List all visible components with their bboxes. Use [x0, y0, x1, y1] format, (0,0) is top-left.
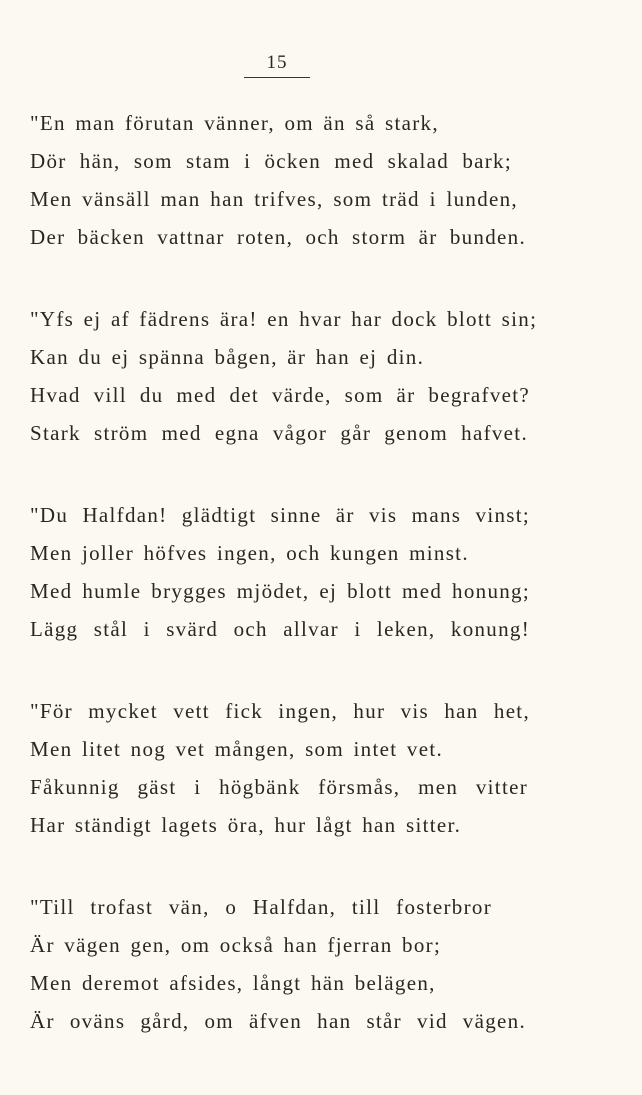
poem-line: Men deremot afsides, långt hän belägen, [30, 971, 436, 995]
poem-line: Lägg stål i svärd och allvar i leken, konung! [30, 617, 530, 641]
stanza-4 [30, 692, 630, 844]
poem-line: Stark ström med egna vågor går genom hafvet. [30, 421, 528, 445]
stanza-3 [30, 496, 630, 648]
poem-line: "Yfs ej af fädrens ära! en hvar har dock blott sin; [30, 307, 538, 331]
poem-line: Der bäcken vattnar roten, och storm är bunden. [30, 225, 526, 249]
poem-line: Fåkunnig gäst i högbänk försmås, men vitter [30, 775, 528, 799]
poem-line: Är vägen gen, om också han fjerran bor; [30, 933, 442, 957]
page-number: 15 [244, 52, 310, 78]
stanza-5 [30, 888, 630, 1040]
stanza-1 [30, 104, 630, 256]
poem-line: Hvad vill du med det värde, som är begrafvet? [30, 383, 530, 407]
poem-line: Har ständigt lagets öra, hur lågt han sitter. [30, 813, 462, 837]
poem-line: Men joller höfves ingen, och kungen minst. [30, 541, 469, 565]
poem-line: Kan du ej spänna bågen, är han ej din. [30, 345, 425, 369]
poem-line: Med humle brygges mjödet, ej blott med honung; [30, 579, 530, 603]
poem-line: Är oväns gård, om äfven han står vid vägen. [30, 1009, 526, 1033]
poem-line: "Till trofast vän, o Halfdan, till fosterbror [30, 895, 492, 919]
poem-line: Men litet nog vet mången, som intet vet. [30, 737, 444, 761]
poem-line: Dör hän, som stam i öcken med skalad bark; [30, 149, 512, 173]
poem-line: "Du Halfdan! glädtigt sinne är vis mans vinst; [30, 503, 530, 527]
poem-line: "För mycket vett fick ingen, hur vis han het, [30, 699, 530, 723]
poem-line: "En man förutan vänner, om än så stark, [30, 111, 439, 135]
stanza-2 [30, 300, 630, 452]
poem [30, 104, 630, 1040]
poem-line: Men vänsäll man han trifves, som träd i lunden, [30, 187, 518, 211]
